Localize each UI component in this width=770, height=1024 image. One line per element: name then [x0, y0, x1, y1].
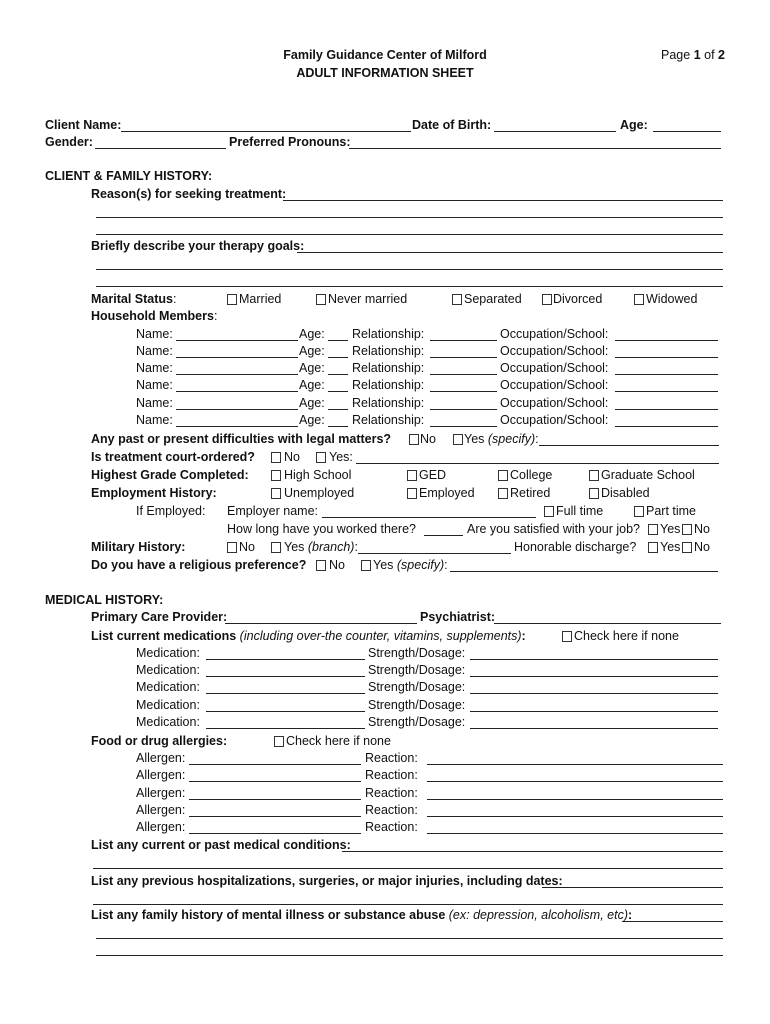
employed-checkbox[interactable] [407, 488, 417, 499]
reaction-label: Reaction: [365, 820, 418, 834]
hh-name-label: Name: [136, 396, 173, 410]
hh-age-label: Age: [299, 344, 325, 358]
reaction-field[interactable] [427, 799, 723, 800]
hh-occ-field[interactable] [615, 357, 718, 358]
court-yes-field[interactable] [356, 463, 719, 464]
hh-rel-field[interactable] [430, 340, 497, 341]
hh-name-label: Name: [136, 378, 173, 392]
honorable-label: Honorable discharge? [514, 540, 637, 554]
hh-occ-field[interactable] [615, 426, 718, 427]
reasons-label: Reason(s) for seeking treatment: [91, 187, 287, 201]
satisfied-no-label: No [694, 522, 710, 536]
hh-rel-label: Relationship: [352, 396, 425, 410]
unemployed-checkbox[interactable] [271, 488, 281, 499]
hh-rel-label: Relationship: [352, 413, 425, 427]
employed-label: Employed [419, 486, 475, 500]
full-time-checkbox[interactable] [544, 506, 554, 517]
hospitalizations-field-1[interactable] [542, 887, 723, 888]
org-name: Family Guidance Center of Milford [283, 48, 487, 62]
strength-field[interactable] [470, 711, 718, 712]
allergen-label: Allergen: [136, 820, 186, 834]
widowed-checkbox[interactable] [634, 294, 644, 305]
family-history-field-2[interactable] [96, 938, 723, 939]
allergen-label: Allergen: [136, 768, 186, 782]
hh-name-field[interactable] [176, 357, 298, 358]
reaction-field[interactable] [427, 781, 723, 782]
hh-rel-label: Relationship: [352, 344, 425, 358]
reasons-field-2[interactable] [96, 217, 723, 218]
allergen-field[interactable] [189, 764, 361, 765]
conditions-field-2[interactable] [93, 868, 723, 869]
legal-yes-label: Yes (specify): [464, 432, 539, 446]
hh-occ-field[interactable] [615, 409, 718, 410]
hh-occ-field[interactable] [615, 391, 718, 392]
religious-label: Do you have a religious preference? [91, 558, 307, 572]
grade-label: Highest Grade Completed: [91, 468, 249, 482]
satisfied-no-checkbox[interactable] [682, 524, 692, 535]
form-title: ADULT INFORMATION SHEET [296, 66, 474, 80]
allergen-field[interactable] [189, 781, 361, 782]
hh-rel-label: Relationship: [352, 327, 425, 341]
hospitalizations-label: List any previous hospitalizations, surgeries, or major injuries, including dates: [91, 874, 563, 888]
hh-rel-field[interactable] [430, 409, 497, 410]
medication-label: Medication: [136, 715, 200, 729]
hh-age-field[interactable] [328, 409, 348, 410]
hh-name-field[interactable] [176, 391, 298, 392]
allergen-label: Allergen: [136, 786, 186, 800]
meds-none-checkbox[interactable] [562, 631, 572, 642]
hh-age-label: Age: [299, 378, 325, 392]
allergen-field[interactable] [189, 816, 361, 817]
goals-field-2[interactable] [96, 269, 723, 270]
graduate-school-checkbox[interactable] [589, 470, 599, 481]
hh-occ-label: Occupation/School: [500, 413, 609, 427]
gender-field[interactable] [95, 148, 226, 149]
honorable-yes-label: Yes [660, 540, 681, 554]
pcp-label: Primary Care Provider: [91, 610, 228, 624]
military-label: Military History: [91, 540, 186, 554]
family-history-field-1[interactable] [622, 921, 723, 922]
hh-name-field[interactable] [176, 426, 298, 427]
hh-age-label: Age: [299, 361, 325, 375]
disabled-label: Disabled [601, 486, 650, 500]
strength-field[interactable] [470, 676, 718, 677]
hh-name-field[interactable] [176, 374, 298, 375]
ged-checkbox[interactable] [407, 470, 417, 481]
strength-label: Strength/Dosage: [368, 663, 466, 677]
page-of: of [704, 48, 715, 62]
allergen-label: Allergen: [136, 803, 186, 817]
meds-label: List current medications (including over-the counter, vitamins, supplements): [91, 629, 526, 643]
honorable-no-checkbox[interactable] [682, 542, 692, 553]
medication-label: Medication: [136, 646, 200, 660]
meds-none-label: Check here if none [574, 629, 679, 643]
widowed-label: Widowed [646, 292, 698, 306]
employer-name-label: Employer name: [227, 504, 319, 518]
strength-field[interactable] [470, 659, 718, 660]
strength-field[interactable] [470, 728, 718, 729]
family-history-field-3[interactable] [96, 955, 723, 956]
page-label: Page [661, 48, 691, 62]
hh-name-label: Name: [136, 327, 173, 341]
household-label: Household Members: [91, 309, 218, 323]
satisfied-yes-checkbox[interactable] [648, 524, 658, 535]
ged-label: GED [419, 468, 447, 482]
gender-label: Gender: [45, 135, 93, 149]
marital-label: Marital Status: [91, 292, 177, 306]
history-section-title: CLIENT & FAMILY HISTORY: [45, 169, 213, 183]
hh-age-field[interactable] [328, 374, 348, 375]
retired-label: Retired [510, 486, 551, 500]
married-label: Married [239, 292, 282, 306]
reaction-label: Reaction: [365, 751, 418, 765]
hh-rel-field[interactable] [430, 374, 497, 375]
reaction-label: Reaction: [365, 803, 418, 817]
page-number: 1 [693, 48, 701, 62]
hh-name-label: Name: [136, 344, 173, 358]
reaction-field[interactable] [427, 816, 723, 817]
part-time-checkbox[interactable] [634, 506, 644, 517]
how-long-field[interactable] [424, 535, 463, 536]
legal-no-checkbox[interactable] [409, 434, 419, 445]
married-checkbox[interactable] [227, 294, 237, 305]
hh-rel-field[interactable] [430, 426, 497, 427]
strength-label: Strength/Dosage: [368, 715, 466, 729]
medication-field[interactable] [206, 728, 365, 729]
full-time-label: Full time [556, 504, 604, 518]
medication-label: Medication: [136, 663, 200, 677]
medical-section-title: MEDICAL HISTORY: [45, 593, 164, 607]
divorced-label: Divorced [553, 292, 603, 306]
hh-rel-field[interactable] [430, 391, 497, 392]
high-school-checkbox[interactable] [271, 470, 281, 481]
hh-age-label: Age: [299, 327, 325, 341]
conditions-label: List any current or past medical conditions: [91, 838, 351, 852]
disabled-checkbox[interactable] [589, 488, 599, 499]
psychiatrist-field[interactable] [494, 623, 721, 624]
hh-occ-field[interactable] [615, 340, 718, 341]
hh-age-field[interactable] [328, 340, 348, 341]
graduate-school-label: Graduate School [601, 468, 695, 482]
high-school-label: High School [284, 468, 352, 482]
allergies-none-checkbox[interactable] [274, 736, 284, 747]
reaction-label: Reaction: [365, 786, 418, 800]
separated-label: Separated [464, 292, 522, 306]
hh-age-field[interactable] [328, 391, 348, 392]
reaction-field[interactable] [427, 764, 723, 765]
hh-occ-label: Occupation/School: [500, 378, 609, 392]
how-long-label: How long have you worked there? [227, 522, 417, 536]
hh-occ-label: Occupation/School: [500, 361, 609, 375]
strength-label: Strength/Dosage: [368, 646, 466, 660]
hh-name-label: Name: [136, 361, 173, 375]
legal-yes-checkbox[interactable] [453, 434, 463, 445]
hh-occ-label: Occupation/School: [500, 396, 609, 410]
client-name-label: Client Name: [45, 118, 122, 132]
psychiatrist-label: Psychiatrist: [420, 610, 496, 624]
strength-label: Strength/Dosage: [368, 680, 466, 694]
court-label: Is treatment court-ordered? [91, 450, 255, 464]
strength-field[interactable] [470, 693, 718, 694]
pronouns-label: Preferred Pronouns: [229, 135, 351, 149]
medication-field[interactable] [206, 659, 365, 660]
if-employed-label: If Employed: [136, 504, 206, 518]
reaction-label: Reaction: [365, 768, 418, 782]
never-married-checkbox[interactable] [316, 294, 326, 305]
divorced-checkbox[interactable] [542, 294, 552, 305]
reaction-field[interactable] [427, 833, 723, 834]
goals-label: Briefly describe your therapy goals: [91, 239, 305, 253]
hh-name-field[interactable] [176, 340, 298, 341]
medication-field[interactable] [206, 693, 365, 694]
college-checkbox[interactable] [498, 470, 508, 481]
medication-field[interactable] [206, 676, 365, 677]
age-field[interactable] [653, 131, 721, 132]
hh-rel-field[interactable] [430, 357, 497, 358]
military-no-label: No [239, 540, 255, 554]
reasons-field-3[interactable] [96, 234, 723, 235]
court-no-checkbox[interactable] [271, 452, 281, 463]
allergen-label: Allergen: [136, 751, 186, 765]
court-no-label: No [284, 450, 300, 464]
allergies-none-label: Check here if none [286, 734, 391, 748]
separated-checkbox[interactable] [452, 294, 462, 305]
hh-age-field[interactable] [328, 426, 348, 427]
pronouns-field[interactable] [349, 148, 721, 149]
religious-specify-field[interactable] [450, 571, 718, 572]
employer-name-field[interactable] [322, 517, 536, 518]
page-indicator [661, 48, 725, 63]
medication-field[interactable] [206, 711, 365, 712]
religious-no-label: No [329, 558, 345, 572]
dob-field[interactable] [494, 131, 616, 132]
legal-label: Any past or present difficulties with legal matters? [91, 432, 392, 446]
hh-rel-label: Relationship: [352, 378, 425, 392]
client-name-field[interactable] [121, 131, 411, 132]
military-yes-checkbox[interactable] [271, 542, 281, 553]
age-label: Age: [620, 118, 648, 132]
strength-label: Strength/Dosage: [368, 698, 466, 712]
satisfied-label: Are you satisfied with your job? [467, 522, 641, 536]
hh-rel-label: Relationship: [352, 361, 425, 375]
goals-field-3[interactable] [96, 286, 723, 287]
hh-occ-field[interactable] [615, 374, 718, 375]
unemployed-label: Unemployed [284, 486, 355, 500]
military-no-checkbox[interactable] [227, 542, 237, 553]
dob-label: Date of Birth: [412, 118, 492, 132]
hh-age-field[interactable] [328, 357, 348, 358]
hospitalizations-field-2[interactable] [93, 904, 723, 905]
honorable-no-label: No [694, 540, 710, 554]
pcp-field[interactable] [225, 623, 417, 624]
military-yes-label: Yes (branch): [284, 540, 358, 554]
legal-no-label: No [420, 432, 436, 446]
honorable-yes-checkbox[interactable] [648, 542, 658, 553]
employment-label: Employment History: [91, 486, 217, 500]
hh-occ-label: Occupation/School: [500, 327, 609, 341]
hh-age-label: Age: [299, 396, 325, 410]
college-label: College [510, 468, 553, 482]
hh-name-label: Name: [136, 413, 173, 427]
allergen-field[interactable] [189, 833, 361, 834]
part-time-label: Part time [646, 504, 697, 518]
retired-checkbox[interactable] [498, 488, 508, 499]
hh-name-field[interactable] [176, 409, 298, 410]
never-married-label: Never married [328, 292, 408, 306]
religious-yes-label: Yes (specify): [373, 558, 448, 572]
branch-field[interactable] [358, 553, 511, 554]
satisfied-yes-label: Yes [660, 522, 681, 536]
court-yes-label: Yes: [329, 450, 353, 464]
medication-label: Medication: [136, 698, 200, 712]
hh-age-label: Age: [299, 413, 325, 427]
conditions-field-1[interactable] [342, 851, 723, 852]
hh-occ-label: Occupation/School: [500, 344, 609, 358]
goals-field-1[interactable] [297, 252, 723, 253]
family-history-label: List any family history of mental illness or substance abuse (ex: depression, alcoholism, etc): [91, 908, 633, 922]
religious-no-checkbox[interactable] [316, 560, 326, 571]
allergies-label: Food or drug allergies: [91, 734, 228, 748]
medication-label: Medication: [136, 680, 200, 694]
legal-specify-field[interactable] [539, 445, 719, 446]
allergen-field[interactable] [189, 799, 361, 800]
religious-yes-checkbox[interactable] [361, 560, 371, 571]
court-yes-checkbox[interactable] [316, 452, 326, 463]
reasons-field-1[interactable] [283, 200, 723, 201]
page-total: 2 [718, 48, 725, 62]
